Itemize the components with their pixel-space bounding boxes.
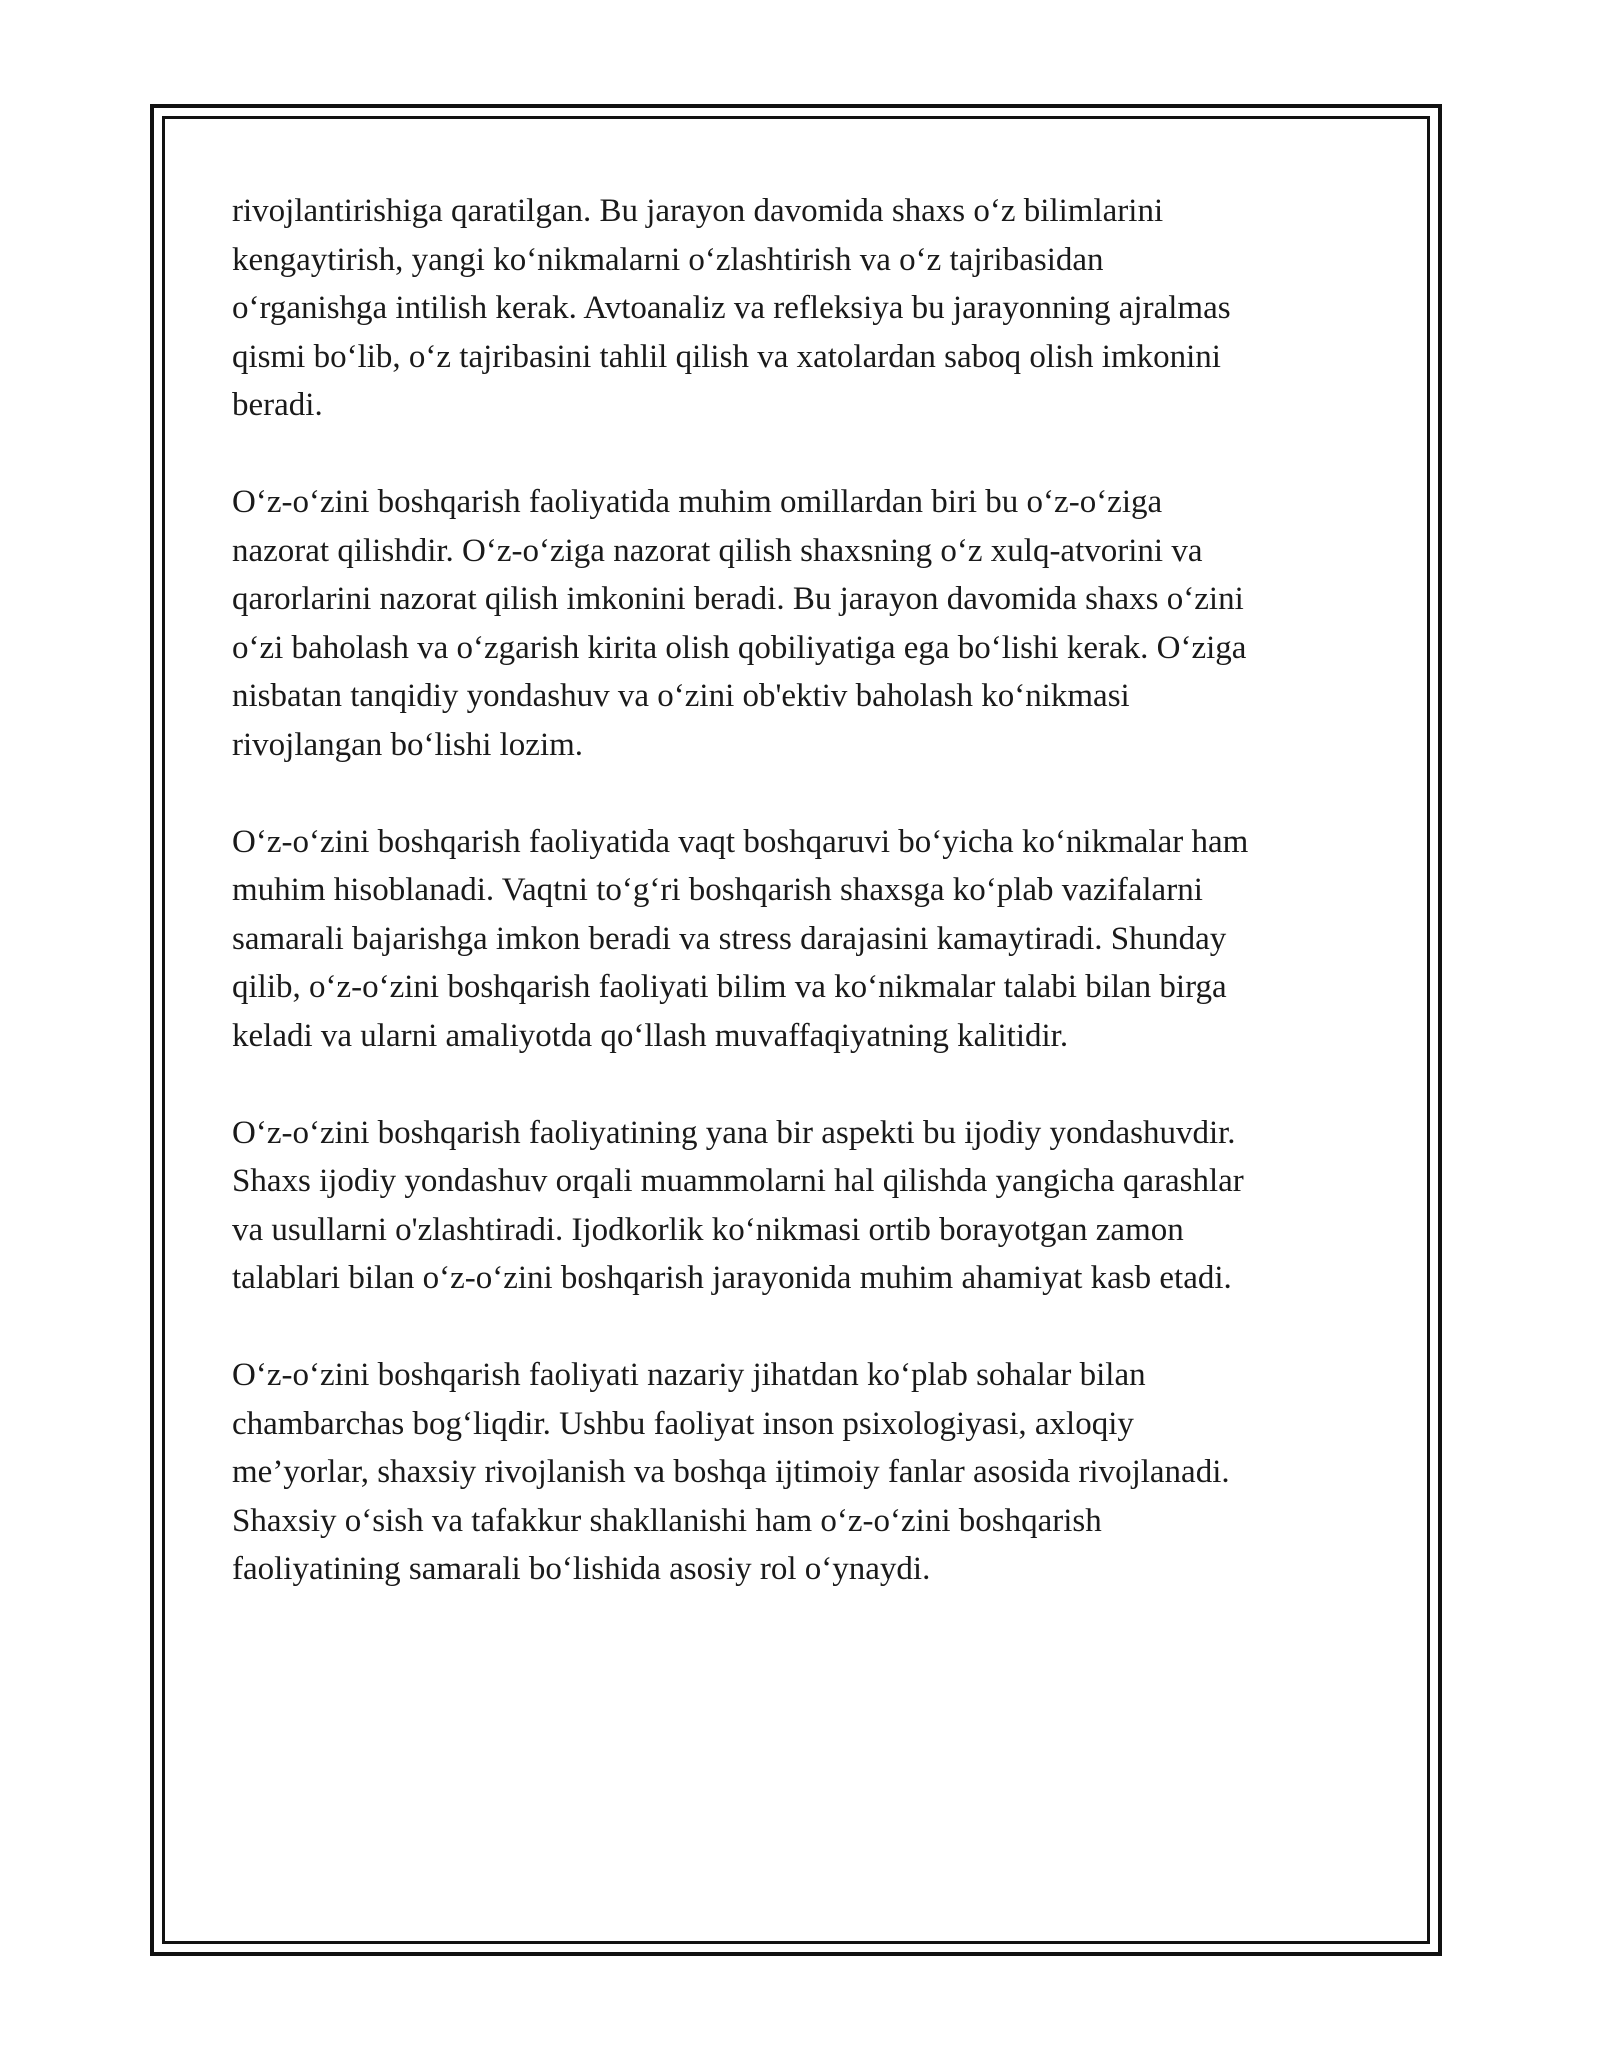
text-line: Shaxs ijodiy yondashuv orqali muammolarni hal qilishda yangicha qarashlar (232, 1163, 1244, 1199)
paragraph-1 (232, 187, 1372, 430)
text-line: O‘z-o‘zini boshqarish faoliyatida muhim omillardan biri bu o‘z-o‘ziga (232, 484, 1163, 520)
text-line: qilib, o‘z-o‘zini boshqarish faoliyati bilim va ko‘nikmalar talabi bilan birga (232, 969, 1227, 1005)
text-line: rivojlantirishiga qaratilgan. Bu jarayon davomida shaxs o‘z bilimlarini (232, 193, 1164, 229)
text-line: keladi va ularni amaliyotda qo‘llash muvaffaqiyatning kalitidir. (232, 1017, 1069, 1054)
text-line: faoliyatining samarali bo‘lishida asosiy rol o‘ynaydi. (232, 1551, 931, 1587)
text-line: beradi. (232, 387, 323, 423)
text-line: rivojlangan bo‘lishi lozim. (232, 726, 584, 763)
text-line: samarali bajarishga imkon beradi va stress darajasini kamaytiradi. Shunday (232, 920, 1227, 957)
text-line: me’yorlar, shaxsiy rivojlanish va boshqa ijtimoiy fanlar asosida rivojlanadi. (232, 1454, 1230, 1490)
text-line: nisbatan tanqidiy yondashuv va o‘zini ob'ektiv baholash ko‘nikmasi (232, 678, 1130, 714)
paragraph-5 (232, 1351, 1372, 1594)
document-body (232, 187, 1372, 1642)
paragraph-4 (232, 1109, 1372, 1303)
text-line: chambarchas bog‘liqdir. Ushbu faoliyat inson psixologiyasi, axloqiy (232, 1405, 1134, 1442)
text-line: qarorlarini nazorat qilish imkonini beradi. Bu jarayon davomida shaxs o‘zini (232, 581, 1244, 617)
text-line: O‘z-o‘zini boshqarish faoliyati nazariy jihatdan ko‘plab sohalar bilan (232, 1357, 1146, 1393)
text-line: o‘rganishga intilish kerak. Avtoanaliz va refleksiya bu jarayonning ajralmas (232, 290, 1231, 326)
text-line: Shaxsiy o‘sish va tafakkur shakllanishi ham o‘z-o‘zini boshqarish (232, 1502, 1102, 1539)
paragraph-2 (232, 478, 1372, 769)
text-line: talablari bilan o‘z-o‘zini boshqarish jarayonida muhim ahamiyat kasb etadi. (232, 1260, 1232, 1296)
text-line: kengaytirish, yangi ko‘nikmalarni o‘zlashtirish va o‘z tajribasidan (232, 241, 1104, 278)
text-line: nazorat qilishdir. O‘z-o‘ziga nazorat qilish shaxsning o‘z xulq-atvorini va (232, 532, 1203, 569)
text-line: O‘z-o‘zini boshqarish faoliyatining yana bir aspekti bu ijodiy yondashuvdir. (232, 1114, 1236, 1151)
text-line: muhim hisoblanadi. Vaqtni to‘g‘ri boshqarish shaxsga ko‘plab vazifalarni (232, 872, 1203, 908)
text-line: o‘zi baholash va o‘zgarish kirita olish qobiliyatiga ega bo‘lishi kerak. O‘ziga (232, 629, 1247, 666)
text-line: qismi bo‘lib, o‘z tajribasini tahlil qilish va xatolardan saboq olish imkonini (232, 338, 1221, 375)
paragraph-3 (232, 818, 1372, 1061)
text-line: O‘z-o‘zini boshqarish faoliyatida vaqt boshqaruvi bo‘yicha ko‘nikmalar ham (232, 823, 1249, 860)
text-line: va usullarni o'zlashtiradi. Ijodkorlik ko‘nikmasi ortib borayotgan zamon (232, 1211, 1184, 1248)
